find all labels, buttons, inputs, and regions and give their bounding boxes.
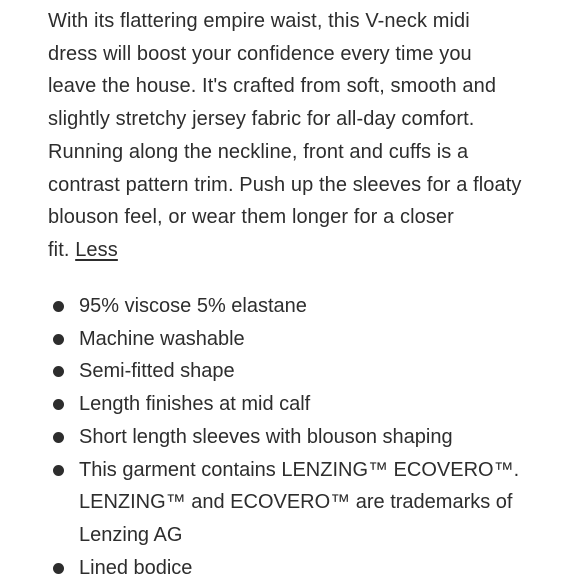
feature-text: Machine washable xyxy=(79,327,245,350)
feature-item xyxy=(48,421,558,454)
bullet-icon xyxy=(53,399,64,410)
description-line: leave the house. It's crafted from soft, smooth and xyxy=(48,75,497,98)
description-line: blouson feel, or wear them longer for a closer xyxy=(48,206,454,229)
bullet-icon xyxy=(53,465,64,476)
feature-item xyxy=(48,290,558,323)
description-line: With its flattering empire waist, this V-neck midi xyxy=(48,10,470,32)
description-last-line xyxy=(48,234,558,267)
bullet-icon xyxy=(53,334,64,345)
feature-item xyxy=(48,454,558,552)
feature-item xyxy=(48,323,558,356)
product-description xyxy=(48,5,558,267)
feature-item xyxy=(48,355,558,388)
description-line: Running along the neckline, front and cuffs is a xyxy=(48,140,469,163)
feature-text: This garment contains LENZING™ ECOVERO™. xyxy=(79,458,520,481)
bullet-icon xyxy=(53,432,64,443)
description-line: dress will boost your confidence every time you xyxy=(48,42,472,65)
feature-text: Lined bodice xyxy=(79,556,193,579)
feature-text: Short length sleeves with blouson shaping xyxy=(79,425,453,448)
feature-text: Length finishes at mid calf xyxy=(79,393,311,416)
feature-text: LENZING™ and ECOVERO™ are trademarks of xyxy=(79,491,513,514)
bullet-icon xyxy=(53,301,64,312)
feature-item xyxy=(48,388,558,421)
feature-text: Lenzing AG xyxy=(79,523,183,546)
show-less-link[interactable]: Less xyxy=(75,238,118,261)
bullet-icon xyxy=(53,366,64,377)
feature-text: Semi-fitted shape xyxy=(79,360,235,383)
description-line: fit. xyxy=(48,238,70,261)
description-line: slightly stretchy jersey fabric for all-day comfort. xyxy=(48,108,475,131)
product-details xyxy=(48,5,558,579)
feature-item xyxy=(48,552,558,584)
feature-list xyxy=(48,290,558,584)
description-line: contrast pattern trim. Push up the sleeves for a floaty xyxy=(48,173,522,196)
feature-text: 95% viscose 5% elastane xyxy=(79,295,307,317)
bullet-icon xyxy=(53,563,64,574)
